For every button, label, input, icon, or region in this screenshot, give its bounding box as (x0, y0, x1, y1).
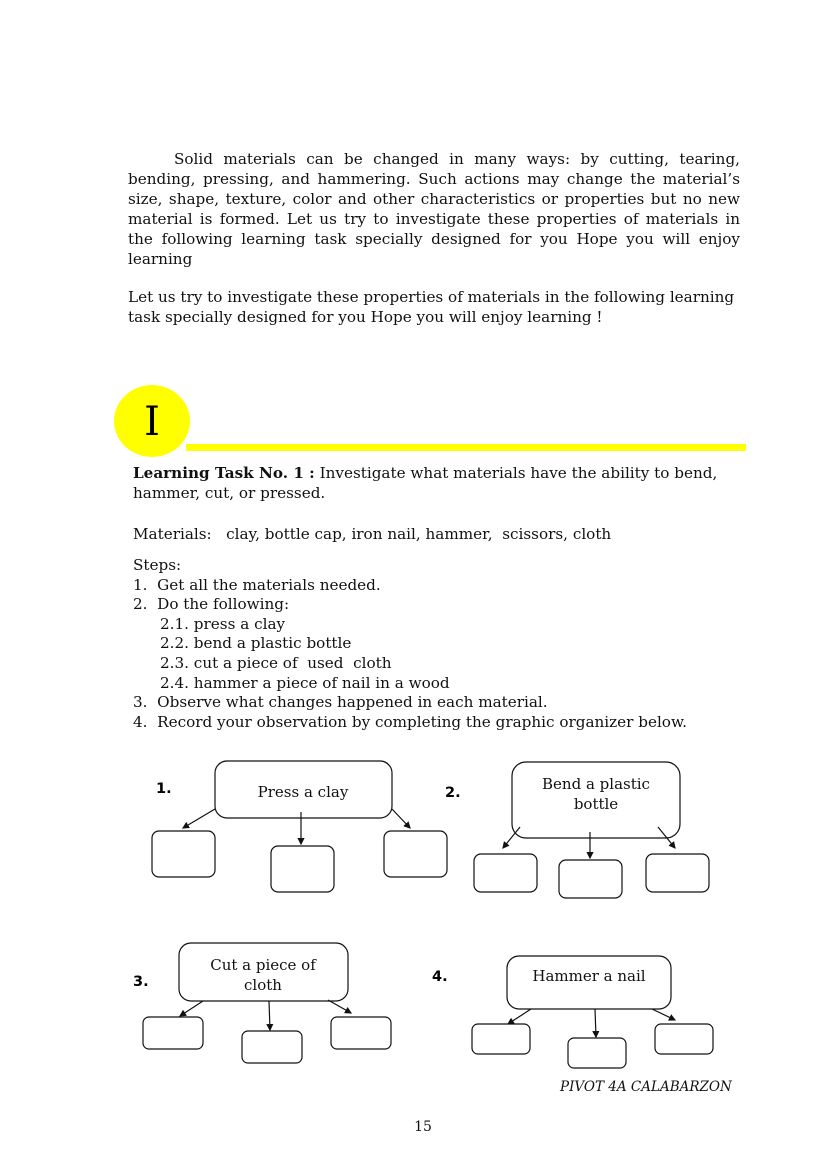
materials-label: Materials: (133, 525, 212, 543)
arrow-icon (652, 1009, 675, 1020)
intro-paragraph-1-text: Solid materials can be changed in many ways: by cutting, tearing, bending, pressing, and hammering. Such actions may change the material’s size, shape, texture, color and other characteristics or properties but no new material is formed. Let us try to investigate these properties of materials in the following learning task specially designed for you Hope you will enjoy learning (128, 150, 740, 268)
learning-task-title: Learning Task No. 1 : (133, 464, 315, 482)
page-number: 15 (414, 1119, 432, 1135)
organizer-1-number: 1. (156, 781, 172, 797)
organizer-3-title-line-2: cloth (244, 976, 282, 994)
organizer-3-answer-box-right[interactable] (331, 1017, 391, 1049)
organizer-4-title: Hammer a nail (532, 967, 646, 985)
organizer-2-title-line-1: Bend a plastic (542, 775, 650, 793)
section-letter: I (144, 399, 160, 445)
arrow-icon (508, 1009, 531, 1024)
organizer-1-answer-box-left[interactable] (152, 831, 215, 877)
sub-step-item: 2.2. bend a plastic bottle (160, 634, 352, 653)
organizer-1 (152, 761, 447, 892)
intro-paragraph-2: Let us try to investigate these properties of materials in the following learning task specially designed for you Hope you will enjoy learning ! (128, 288, 735, 326)
step-item: 2. Do the following: (133, 595, 290, 614)
organizer-3-number: 3. (133, 974, 149, 990)
organizer-1-title: Press a clay (257, 783, 349, 801)
organizer-4-answer-box-right[interactable] (655, 1024, 713, 1054)
organizer-3-answer-box-left[interactable] (143, 1017, 203, 1049)
arrow-icon (183, 809, 215, 828)
learning-task-description: Investigate what materials have the ability to bend, hammer, cut, or pressed. (133, 464, 718, 502)
arrow-icon (392, 809, 410, 828)
steps-label: Steps: (133, 556, 182, 574)
arrow-icon (180, 1001, 203, 1016)
step-item: 1. Get all the materials needed. (133, 575, 381, 594)
arrow-icon (595, 1009, 596, 1037)
arrow-icon (269, 1001, 270, 1030)
organizer-1-answer-box-middle[interactable] (271, 846, 334, 892)
arrow-icon (503, 827, 520, 848)
sub-step-item: 2.1. press a clay (160, 614, 286, 633)
organizer-2-title-line-2: bottle (573, 795, 619, 813)
organizer-4-number: 4. (432, 969, 448, 985)
arrow-icon (328, 1000, 351, 1013)
organizer-2-number: 2. (445, 785, 461, 801)
organizer-4-answer-box-middle[interactable] (568, 1038, 626, 1068)
organizer-4-answer-box-left[interactable] (472, 1024, 530, 1054)
organizer-3-title-line-1: Cut a piece of (210, 956, 316, 974)
step-item: 4. Record your observation by completing the graphic organizer below. (133, 712, 687, 731)
organizer-3-answer-box-middle[interactable] (242, 1031, 302, 1063)
sub-step-item: 2.3. cut a piece of used cloth (160, 653, 392, 672)
sub-step-item: 2.4. hammer a piece of nail in a wood (160, 673, 450, 692)
step-item: 3. Observe what changes happened in each material. (133, 693, 548, 712)
organizer-2-answer-box-left[interactable] (474, 854, 537, 892)
organizer-2-answer-box-middle[interactable] (559, 860, 622, 898)
organizer-2-answer-box-right[interactable] (646, 854, 709, 892)
footer-source: PIVOT 4A CALABARZON (560, 1079, 732, 1095)
materials-list: clay, bottle cap, iron nail, hammer, scissors, cloth (226, 525, 612, 543)
organizer-1-answer-box-right[interactable] (384, 831, 447, 877)
